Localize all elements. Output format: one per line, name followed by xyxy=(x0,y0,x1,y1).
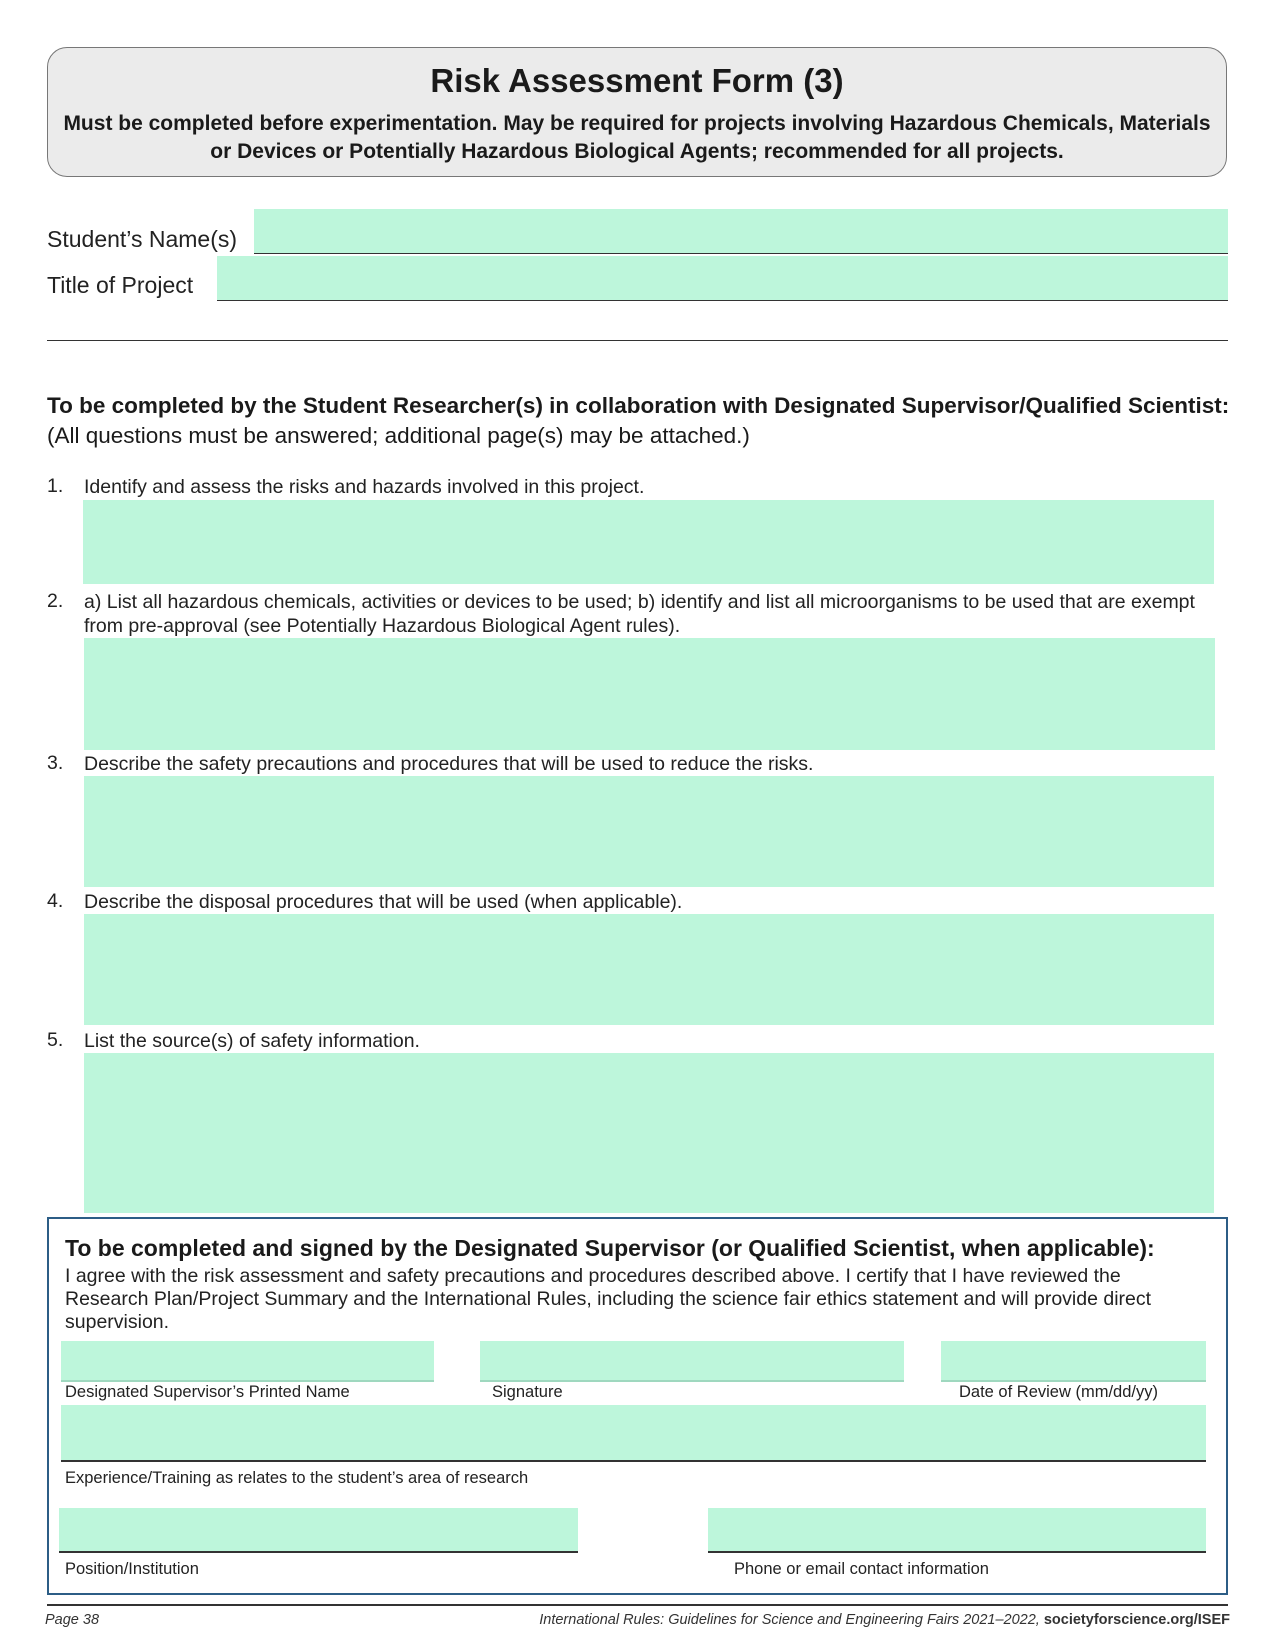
position-institution-field[interactable] xyxy=(59,1508,578,1553)
page-title: Risk Assessment Form (3) xyxy=(430,62,844,99)
question-5-answer[interactable] xyxy=(84,1053,1214,1213)
date-of-review-field[interactable] xyxy=(941,1341,1206,1382)
supervisor-signature-field[interactable] xyxy=(480,1341,904,1382)
question-1-answer[interactable] xyxy=(83,500,1214,584)
supervisor-printed-name-label: Designated Supervisor’s Printed Name xyxy=(65,1383,350,1401)
project-title-continuation-line xyxy=(47,340,1228,341)
footer-url-link[interactable]: societyforscience.org/ISEF xyxy=(1043,1612,1230,1628)
contact-info-label: Phone or email contact information xyxy=(734,1560,989,1578)
supervisor-heading: To be completed and signed by the Designated Supervisor (or Qualified Scientist, when applicable): xyxy=(65,1235,1155,1261)
student-section-heading xyxy=(47,391,1237,451)
question-2-text: a) List all hazardous chemicals, activities or devices to be used; b) identify and list all microorganisms to be used that are exempt from pre-approval (see Potentially Hazardous Biological Agent rules). xyxy=(84,591,1195,637)
page-number: Page 38 xyxy=(45,1612,100,1628)
question-3-text: Describe the safety precautions and procedures that will be used to reduce the risks. xyxy=(84,753,814,775)
date-of-review-label: Date of Review (mm/dd/yy) xyxy=(959,1383,1158,1401)
footer-citation xyxy=(539,1612,1230,1628)
project-title-field[interactable] xyxy=(217,256,1228,301)
supervisor-signature-label: Signature xyxy=(492,1383,563,1401)
question-2-number: 2. xyxy=(47,590,64,612)
supervisor-statement: I agree with the risk assessment and safety precautions and procedures described above. I certify that I have reviewed the Research Plan/Project Summary and the International Rules, including the science fair ethics statement and will provide direct supervision. xyxy=(65,1265,1152,1333)
question-1-number: 1. xyxy=(47,475,64,497)
contact-info-field[interactable] xyxy=(708,1508,1206,1553)
question-2-answer[interactable] xyxy=(84,638,1215,750)
question-1-text: Identify and assess the risks and hazards involved in this project. xyxy=(84,476,645,498)
page-subtitle: Must be completed before experimentation. May be required for projects involving Hazardous Chemicals, Materials or Devices or Potentially Hazardous Biological Agents; recommended for all projects. xyxy=(63,112,1211,163)
experience-training-field[interactable] xyxy=(61,1405,1206,1462)
supervisor-printed-name-field[interactable] xyxy=(61,1341,434,1382)
question-4-number: 4. xyxy=(47,890,64,912)
footer-citation-text: International Rules: Guidelines for Science and Engineering Fairs 2021–2022, xyxy=(539,1612,1044,1628)
question-4-text: Describe the disposal procedures that will be used (when applicable). xyxy=(84,891,683,913)
experience-training-label: Experience/Training as relates to the student’s area of research xyxy=(65,1469,529,1487)
form-header xyxy=(47,47,1227,177)
project-title-label: Title of Project xyxy=(47,272,194,298)
footer-divider xyxy=(47,1604,1228,1606)
student-name-field[interactable] xyxy=(254,209,1228,254)
question-5-number: 5. xyxy=(47,1029,64,1051)
question-3-number: 3. xyxy=(47,752,64,774)
student-section-title: To be completed by the Student Researcher(s) in collaboration with Designated Supervisor/Qualified Scientist: xyxy=(47,393,1230,418)
question-4-answer[interactable] xyxy=(84,914,1214,1025)
question-3-answer[interactable] xyxy=(84,776,1214,887)
supervisor-section xyxy=(47,1217,1228,1595)
question-5-text: List the source(s) of safety information. xyxy=(84,1030,420,1052)
student-section-note: (All questions must be answered; additional page(s) may be attached.) xyxy=(47,423,750,448)
position-institution-label: Position/Institution xyxy=(65,1560,199,1578)
student-name-label: Student’s Name(s) xyxy=(47,226,238,252)
